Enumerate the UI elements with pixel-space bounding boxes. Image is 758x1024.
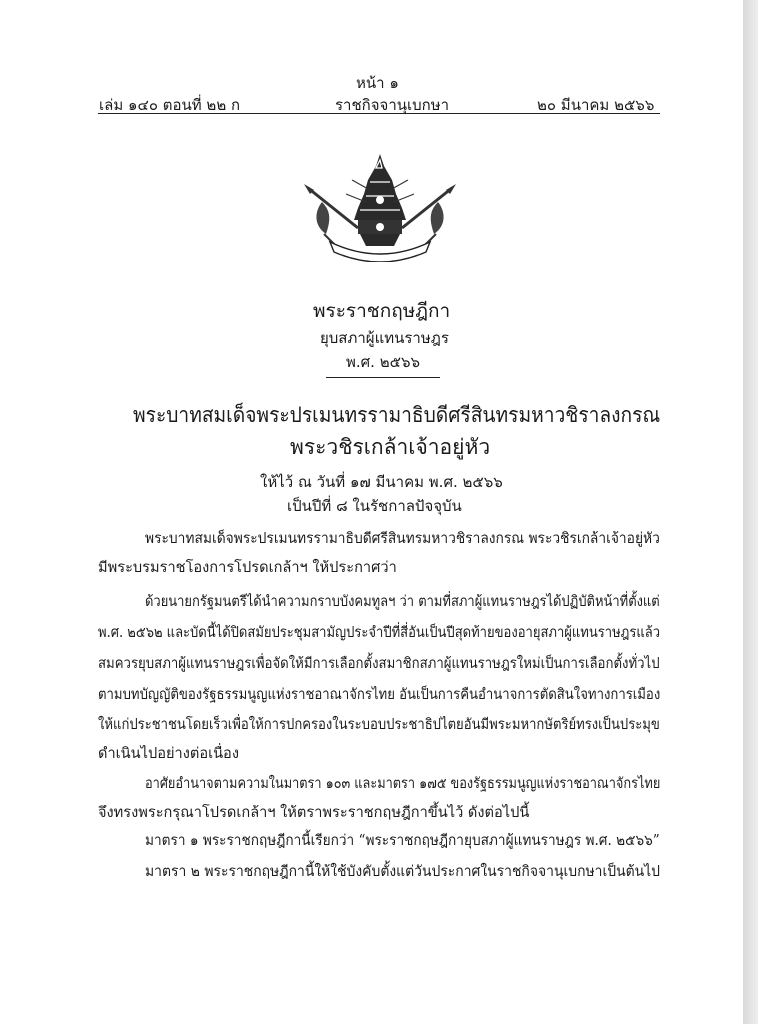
body-line: อาศัยอำนาจตามความในมาตรา ๑๐๓ และมาตรา ๑๗๕ ของรัฐธรรมนูญแห่งราชอาณาจักรไทย (145, 775, 661, 792)
king-title-line2: พระวชิรเกล้าเจ้าอยู่หัว (290, 435, 491, 459)
decree-subject: ยุบสภาผู้แทนราษฎร (320, 329, 449, 347)
section-2: มาตรา ๒ พระราชกฤษฎีกานี้ให้ใช้บังคับตั้งแต่วันประกาศในราชกิจจานุเบกษาเป็นต้นไป (145, 863, 660, 880)
body-line: สมควรยุบสภาผู้แทนราษฎรเพื่อจัดให้มีการเลือกตั้งสมาชิกสภาผู้แทนราษฎรใหม่เป็นการเลือกตั้งทั่วไป (98, 655, 660, 672)
header-rule (98, 113, 660, 114)
publication-date: ๒๐ มีนาคม ๒๕๖๖ (537, 96, 655, 114)
decree-year: พ.ศ. ๒๕๖๖ (346, 353, 420, 371)
section-1: มาตรา ๑ พระราชกฤษฎีกานี้เรียกว่า “พระราชกฤษฎีกายุบสภาผู้แทนราษฎร พ.ศ. ๒๕๖๖” (145, 832, 660, 849)
page-number: หน้า ๑ (356, 74, 399, 92)
body-line: ให้แก่ประชาชนโดยเร็วเพื่อให้การปกครองในระบอบประชาธิปไตยอันมีพระมหากษัตริย์ทรงเป็นประมุข (98, 716, 660, 733)
body-line: จึงทรงพระกรุณาโปรดเกล้าฯ ให้ตราพระราชกฤษฎีกาขึ้นไว้ ดังต่อไปนี้ (98, 804, 530, 821)
title-rule (326, 377, 440, 378)
decree-title: พระราชกฤษฎีกา (313, 300, 451, 322)
volume-issue: เล่ม ๑๔๐ ตอนที่ ๒๒ ก (99, 96, 241, 114)
body-line: ตามบทบัญญัติของรัฐธรรมนูญแห่งราชอาณาจักรไทย อันเป็นการคืนอำนาจการตัดสินใจทางการเมือง (98, 686, 661, 703)
body-line: ด้วยนายกรัฐมนตรีได้นำความกราบบังคมทูลฯ ว่า ตามที่สภาผู้แทนราษฎรได้ปฏิบัติหน้าที่ตั้งแต่ (145, 593, 660, 610)
given-date: ให้ไว้ ณ วันที่ ๑๗ มีนาคม พ.ศ. ๒๕๖๖ (260, 473, 503, 491)
page-edge-shadow (743, 0, 758, 1024)
body-line: พระบาทสมเด็จพระปรเมนทรรามาธิบดีศรีสินทรมหาวชิราลงกรณ พระวชิรเกล้าเจ้าอยู่หัว (145, 530, 660, 547)
reign-year: เป็นปีที่ ๘ ในรัชกาลปัจจุบัน (287, 497, 462, 515)
body-line: มีพระบรมราชโองการโปรดเกล้าฯ ให้ประกาศว่า (98, 559, 397, 576)
garuda-emblem (300, 150, 460, 262)
body-line: พ.ศ. ๒๕๖๒ และบัดนี้ได้ปิดสมัยประชุมสามัญประจำปีที่สี่อันเป็นปีสุดท้ายของอายุสภาผู้แทนราษฎรแล้ว (98, 624, 661, 641)
king-title-line1: พระบาทสมเด็จพระปรเมนทรรามาธิบดีศรีสินทรมหาวชิราลงกรณ (133, 403, 661, 427)
gazette-name: ราชกิจจานุเบกษา (335, 96, 450, 114)
body-line: ดำเนินไปอย่างต่อเนื่อง (98, 745, 239, 762)
